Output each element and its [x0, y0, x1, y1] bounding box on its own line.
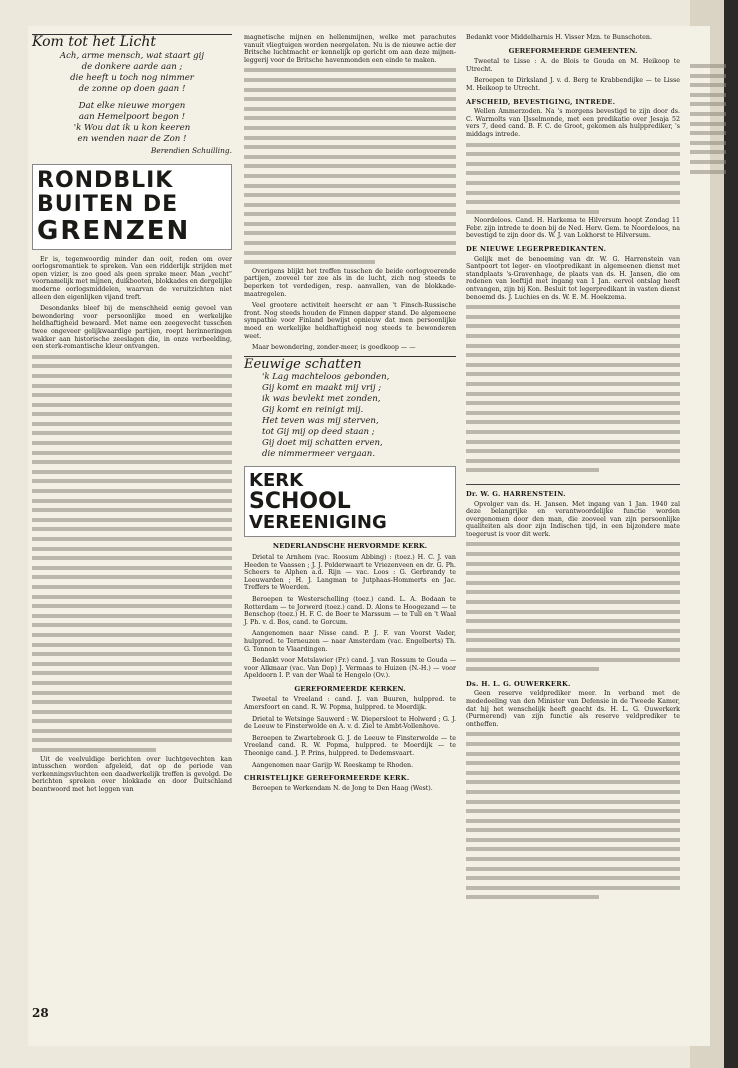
body-text-block: [466, 305, 680, 476]
banner-line: GRENZEN: [37, 215, 191, 246]
poem-line: de zonne op doen gaan !: [78, 83, 186, 94]
section-heading: GEREFORMEERDE KERKEN.: [294, 684, 406, 693]
article-paragraph: Gelijk met de benoeming van dr. W. G. Harrenstein van Santpoort tot leger- en vlootpredikant in algemeenen dienst met standplaats 's-Gravenhage, de plaats van ds. H. Jansen, die om redenen van leeftijd met ingang van 1 Jan. eervol ontslag heeft ontvangen, zijn bij Kon. Besluit tot legerpredikant in vasten dienst benoemd ds. J. Luchies en ds. W. E. M. Hoekzema.: [466, 255, 680, 301]
banner-line: SCHOOL: [249, 489, 351, 515]
poem-line: die heeft u toch nog nimmer: [70, 72, 194, 83]
facing-page-fragment: [690, 62, 726, 177]
section-heading: AFSCHEID, BEVESTIGING, INTREDE.: [466, 97, 616, 106]
poem-title: Kom tot het Licht: [32, 34, 232, 47]
banner-line: VEREENIGING: [249, 512, 387, 534]
article-paragraph: Aangenomen naar Garijp W. Reeskamp te Rhoden.: [252, 761, 414, 769]
article-paragraph: magnetische mijnen en hellemmijnen, welke met parachutes vanuit vliegtuigen worden neergelaten. Nu is de nieuwe actie der Britsche luchtmacht er kennelijk op gericht om aan deze mijnen-leggerij voor de Britsche havenmonden een einde te maken.: [244, 34, 456, 64]
article-paragraph: Beroepen te Westerschelling (toez.) cand. L. A. Bodaan te Rotterdam — te Jorwerd (toez.) cand. D. Alons te Hoogezand — te Benschop (toez.) H. F. C. de Boer te Marssum — te Tull en 't Waal J. Ph. v. d. Bos, cand. te Gorcum.: [244, 595, 456, 626]
poem-line: de donkere aarde aan ;: [81, 61, 183, 72]
poem-line: Gij komt en reinigt mij.: [262, 405, 364, 416]
poem-body: [244, 372, 456, 460]
article-paragraph: Uit de veelvuldige berichten over luchtgevechten kan intusschen worden afgeleid, dat op de periode van verkenningsvluchten een daadwerkelijk treffen is gevolgd. De berichten spreken over blokkade en door Duitschland beantwoord met het leggen van: [32, 755, 232, 794]
article-paragraph: Bedankt voor Middelharnis H. Visser Mzn. te Bunschoten.: [466, 34, 652, 41]
poem-line: 'k Lag machteloos gebonden,: [262, 372, 390, 383]
column-middle: [244, 34, 456, 796]
article-paragraph: Beroepen te Werkendam N. de Jong te Den Haag (West).: [252, 784, 433, 792]
body-text-block: [32, 355, 232, 756]
poem-title: Eeuwige schatten: [244, 356, 456, 369]
section-banner-rondblik: [32, 164, 232, 250]
article-paragraph: Tweetal te Vreeland : cand. J. van Buuren, hulppred. te Amersfoort en cand. R. W. Popma, hulppred. te Moerdijk.: [244, 696, 456, 712]
poem-line: Het teven was mij sterven,: [262, 416, 379, 427]
body-text-block: [244, 68, 456, 267]
section-heading: Ds. H. L. G. OUWERKERK.: [466, 679, 571, 688]
article-signoff: Maar bewondering, zonder-meer, is goedkoop — —: [252, 344, 416, 352]
section-banner-kerk: [244, 466, 456, 537]
body-text-block: [466, 542, 680, 674]
article-paragraph: Aangenomen naar Nisse cand. P. J. F. van Voorst Vader, hulppred. te Terneuzen — naar Amsterdam (vac. Engelberts) Th. G. Tonnon te Vlaardingen.: [244, 630, 456, 653]
poem-line: tot Gij mij op deed staan ;: [262, 427, 375, 438]
article-paragraph: Beroepen te Zwartebroek G. J. de Leeuw te Finsterwolde — te Vreeland cand. R. W. Popma, hulppred. te Moerdijk — te Theonige cand. J. P. Prins, hulppred. te Dedemsvaart.: [244, 734, 456, 758]
poem-line: 'k Wou dat ik u kon keeren: [73, 122, 191, 133]
column-right: [466, 34, 680, 903]
article-paragraph: Overigens blijkt het treffen tusschen de beide oorlogvoerende partijen, zooveel ter zee als in de lucht, zich nog steeds te beperken tot verdedigen, resp. aanvallen, van de blokkade-maatregelen.: [244, 267, 456, 298]
section-heading: Dr. W. G. HARRENSTEIN.: [466, 489, 566, 498]
article-paragraph: Tweetal te Lisse : A. de Blois te Gouda en M. Heikoop te Utrecht.: [466, 58, 680, 73]
poem-line: Ach, arme mensch, wat staart gij: [59, 50, 205, 61]
poem-line: Gij komt en maakt mij vrij ;: [262, 383, 382, 394]
section-heading: NEDERLANDSCHE HERVORMDE KERK.: [272, 542, 428, 551]
book-spine: [724, 0, 738, 1068]
poem-line: Dat elke nieuwe morgen: [78, 100, 186, 111]
poem-line: Gij doet mij schatten erven,: [262, 438, 383, 449]
banner-line: BUITEN DE: [37, 191, 179, 217]
divider: [466, 484, 680, 485]
article-paragraph: Geen reserve veldprediker meer. In verband met de mededeeling van den Minister van Defensie in de Tweede Kamer, dat hij het wenschelijk heeft geacht ds. H. L. G. Ouwerkerk (Purmerend) van zijn functie als reserve veldprediker te ontheffen.: [466, 690, 680, 728]
banner-line: RONDBLIK: [37, 167, 174, 193]
poem-body: [32, 51, 232, 156]
page-number: 28: [32, 1006, 49, 1020]
article-paragraph: Noordeloos. Cand. H. Harkema te Hilversum hoopt Zondag 11 Febr. zijn intrede te doen bij de Ned. Herv. Gem. te Noordeloos, na bevestigd te zijn door ds. W. J. van Lokhorst te Hilversum.: [466, 217, 680, 240]
article-paragraph: Veel grootere activiteit heerscht er aan 't Finsch-Russische front. Nog steeds houden de Finnen dapper stand. De algemeene sympathie voor Finland bewijst opnieuw dat men persoonlijke moed en werkelijke heldhaftigheid nog steeds te bewonderen weet.: [244, 302, 456, 340]
article-paragraph: Beroepen te Dirksland J. v. d. Berg te Krabbendijke — te Lisse M. Heikoop te Utrecht.: [466, 77, 680, 92]
column-left: [32, 34, 232, 798]
section-heading: DE NIEUWE LEGERPREDIKANTEN.: [466, 245, 607, 254]
article-paragraph: Wellen Ammerzoden. Na 's morgens bevestigd te zijn door ds. C. Warmolts van IJsselmonde, met een predikatie over Jesaja 52 vers 7, deed cand. B. F. C. de Groot, gekomen als hulpprediker, 's middags intrede.: [466, 108, 680, 138]
poem-line: en wenden naar de Zon !: [77, 133, 187, 144]
poem-author: Berendien Schuilling.: [150, 145, 232, 155]
article-paragraph: Drietal te Arnhem (vac. Roosum Abbing) : (toez.) H. C. J. van Heeden te Vaassen ; J. J. Polderwaart te Vriezenveen en dr. G. Ph. Scheers te Alphen a.d. Rijn — vac. Loos : G. Gerbrandy te Leeuwarden ; H. J. Langman te Jutphaas-Hommerts en Jac. Treffers te Woerden.: [244, 553, 456, 592]
body-text-block: [690, 64, 726, 177]
body-text-block: [466, 143, 680, 218]
article-paragraph: Er is, tegenwoordig minder dan ooit, reden om over oorlogsromantiek te spreken. Van een ridderlijk strijden met open vizier, is zoo goed als geen sprake meer. Man „vecht” voornamelijk met mijnen, duikbooten, blokkades en dergelijke moderne oorlogsmiddelen, waarvan de veruitzichten niet alleen den eigenlijken vijand treft.: [32, 255, 232, 301]
article-paragraph: Drietal te Wetsinge Sauwerd : W. Diepersloot te Holwerd ; G. J. de Leeuw te Finsterwolde en A. v. d. Ziel te Ambt-Vollenhove.: [244, 715, 456, 731]
poem-line: ik was bevlekt met zonden,: [262, 394, 381, 405]
section-heading: GEREFORMEERDE GEMEENTEN.: [508, 46, 638, 55]
body-text-block: [466, 732, 680, 903]
article-paragraph: Desondanks bleef bij de menschheid eenig gevoel van bewondering voor persoonlijke moed en werkelijke heldhaftigheid bewaard. Met name een zeegevecht tusschen twee ongeveer gelijkwaardige partijen, roept herinneringen wakker aan historische zeeslagen die, in onze verbeelding, een sterk-romantische kleur ontvangen.: [32, 305, 232, 351]
section-heading: CHRISTELIJKE GEREFORMEERDE KERK.: [244, 774, 410, 783]
poem-line: aan Hemelpoort begon !: [78, 111, 186, 122]
article-paragraph: Bedankt voor Metslawier (Fr.) cand. J. van Rossum te Gouda — voor Alkmaar (vac. Van Dop) J. Vermaas te Huizen (N.-H.) — voor Apeldoorn I. P. van der Waal te Hengelo (Ov.).: [244, 657, 456, 680]
banner-line: KERK: [249, 470, 304, 492]
article-paragraph: Opvolger van ds. H. Jansen. Met ingang van 1 Jan. 1940 zal deze belangrijke en verantwoordelijke functie worden overgenomen door den man, die zooveel van zijn persoonlijke qualiteiten als door zijn Indischen tijd, in een bijzondere mate toegerust is voor dit werk.: [466, 500, 680, 538]
poem-line: die nimmermeer vergaan.: [262, 449, 376, 460]
